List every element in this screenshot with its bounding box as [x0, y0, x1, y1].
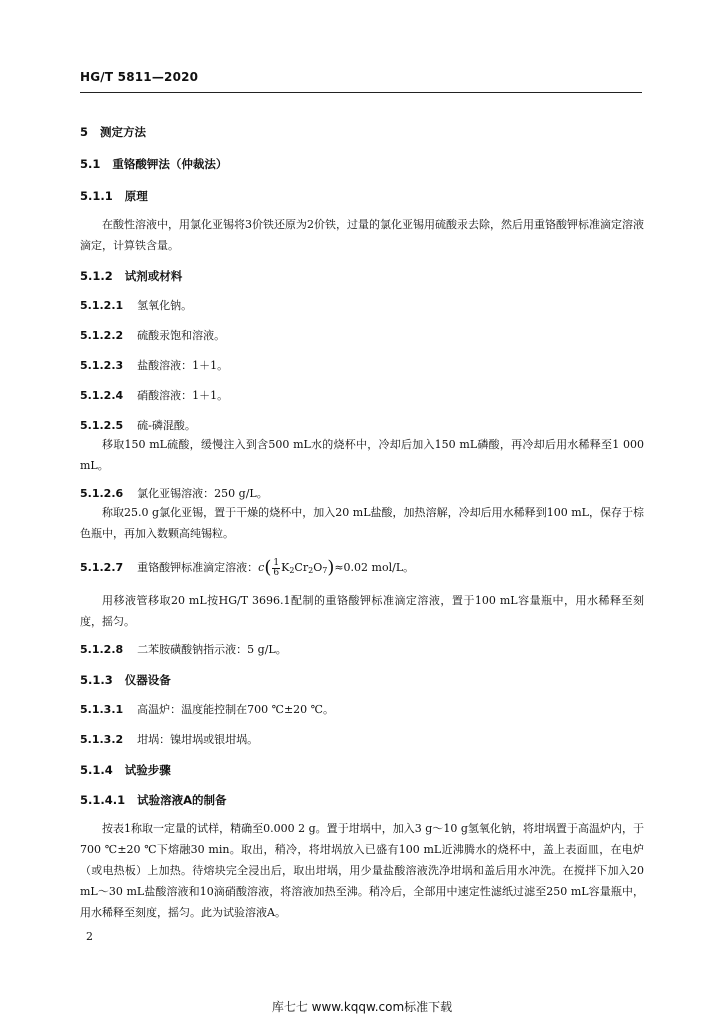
section-number: 5.1.1 — [80, 189, 113, 203]
item-text: 二苯胺磺酸钠指示液：5 g/L。 — [137, 643, 287, 656]
fraction-numerator: 1 — [273, 557, 280, 568]
standard-number: HG/T 5811—2020 — [80, 70, 199, 84]
formula-fraction — [272, 559, 280, 578]
section-title: 测定方法 — [100, 125, 147, 139]
formula-approx: ≈0.02 mol/L。 — [334, 561, 415, 574]
section-5-1-4-1-heading — [80, 792, 644, 808]
item-text: 硫-磷混酸。 — [137, 419, 196, 432]
section-number: 5.1.4 — [80, 763, 113, 777]
reagent-item — [80, 486, 644, 502]
section-5-heading — [80, 124, 644, 140]
item-text: 盐酸溶液：1＋1。 — [137, 359, 229, 372]
section-5-1-heading — [80, 156, 644, 172]
formula-cr-sub: 2 — [308, 566, 314, 575]
item-text: 硫酸汞饱和溶液。 — [137, 329, 226, 342]
section-number: 5 — [80, 125, 89, 139]
reagent-item — [80, 642, 644, 658]
page-content — [80, 124, 644, 923]
section-5-1-3-heading — [80, 672, 644, 688]
section-title: 试验步骤 — [124, 763, 171, 777]
reagent-item — [80, 358, 644, 374]
item-number: 5.1.2.2 — [80, 329, 124, 342]
section-number: 5.1.2 — [80, 269, 113, 283]
equipment-item — [80, 702, 644, 718]
formula-cr: Cr — [294, 561, 309, 574]
item-text: 氢氧化钠。 — [137, 299, 193, 312]
formula-k: K — [281, 561, 290, 574]
principle-paragraph: 在酸性溶液中，用氯化亚锡将3价铁还原为2价铁，过量的氯化亚锡用硫酸汞去除，然后用重铬酸钾标准滴定溶液滴定，计算铁含量。 — [80, 218, 644, 252]
reagent-paragraph: 用移液管移取20 mL按HG/T 3696.1配制的重铬酸钾标准滴定溶液，置于100 mL容量瓶中，用水稀释至刻度，摇匀。 — [80, 594, 644, 628]
item-number: 5.1.2.1 — [80, 299, 124, 312]
item-number: 5.1.2.3 — [80, 359, 124, 372]
item-text: 坩埚：镍坩埚或银坩埚。 — [137, 733, 259, 746]
formula-open-paren: ( — [264, 557, 272, 578]
section-5-1-1-heading — [80, 188, 644, 204]
item-number: 5.1.3.2 — [80, 733, 124, 746]
fraction-denominator: 6 — [273, 567, 280, 578]
section-title: 试剂或材料 — [124, 269, 183, 283]
item-number: 5.1.2.4 — [80, 389, 124, 402]
item-number: 5.1.3.1 — [80, 703, 124, 716]
procedure-paragraph: 按表1称取一定量的试样，精确至0.000 2 g。置于坩埚中，加入3 g～10 g氢氧化钠，将坩埚置于高温炉内，于700 ℃±20 ℃下熔融30 min。取出，稍冷，将坩埚放入已盛有100 mL近沸腾水的烧杯中，盖上表面皿，在电炉（或电热板）上加热。待熔块完全浸出后，取出坩埚，用少量盐酸溶液洗净坩埚和盖后用水冲洗。在搅拌下加入20 mL～30 mL盐酸溶液和10滴硝酸溶液，将溶液加热至沸。稍冷后，全部用中速定性滤纸过滤至250 mL容量瓶中，用水稀释至刻度，摇匀。此为试验溶液A。 — [80, 822, 644, 919]
item-text: 高温炉：温度能控制在700 ℃±20 ℃。 — [137, 703, 334, 716]
item-number: 5.1.2.6 — [80, 487, 124, 500]
section-title: 重铬酸钾法（仲裁法） — [112, 157, 228, 171]
item-number: 5.1.2.7 — [80, 561, 124, 574]
item-text: 重铬酸钾标准滴定溶液： — [137, 561, 259, 574]
reagent-item — [80, 418, 644, 434]
equipment-item — [80, 732, 644, 748]
page-number: 2 — [86, 930, 93, 943]
reagent-item — [80, 298, 644, 314]
section-number: 5.1 — [80, 157, 101, 171]
formula-k-sub: 2 — [289, 566, 295, 575]
formula-close-paren: ) — [327, 557, 335, 578]
header-rule — [80, 92, 642, 93]
item-text: 氯化亚锡溶液：250 g/L。 — [137, 487, 268, 500]
formula-c: c — [258, 561, 265, 574]
section-title: 试验溶液A的制备 — [137, 793, 227, 807]
section-5-1-2-heading — [80, 268, 644, 284]
section-title: 仪器设备 — [124, 673, 171, 687]
footer-watermark: 库七七 www.kqqw.com标准下载 — [271, 1000, 453, 1014]
formula-o-sub: 7 — [322, 566, 328, 575]
reagent-item — [80, 388, 644, 404]
section-title: 原理 — [124, 189, 148, 203]
item-number: 5.1.2.5 — [80, 419, 124, 432]
item-text: 硝酸溶液：1＋1。 — [137, 389, 229, 402]
reagent-paragraph: 移取150 mL硫酸，缓慢注入到含500 mL水的烧杯中，冷却后加入150 mL磷酸，再冷却后用水稀释至1 000 mL。 — [80, 438, 644, 472]
section-number: 5.1.3 — [80, 673, 113, 687]
reagent-item — [80, 328, 644, 344]
reagent-paragraph: 称取25.0 g氯化亚锡，置于干燥的烧杯中，加入20 mL盐酸，加热溶解，冷却后用水稀释到100 mL，保存于棕色瓶中，再加入数颗高纯锡粒。 — [80, 506, 644, 540]
item-number: 5.1.2.8 — [80, 643, 124, 656]
section-5-1-4-heading — [80, 762, 644, 778]
formula-o: O — [313, 561, 323, 574]
section-number: 5.1.4.1 — [80, 793, 126, 807]
reagent-item — [80, 556, 644, 580]
